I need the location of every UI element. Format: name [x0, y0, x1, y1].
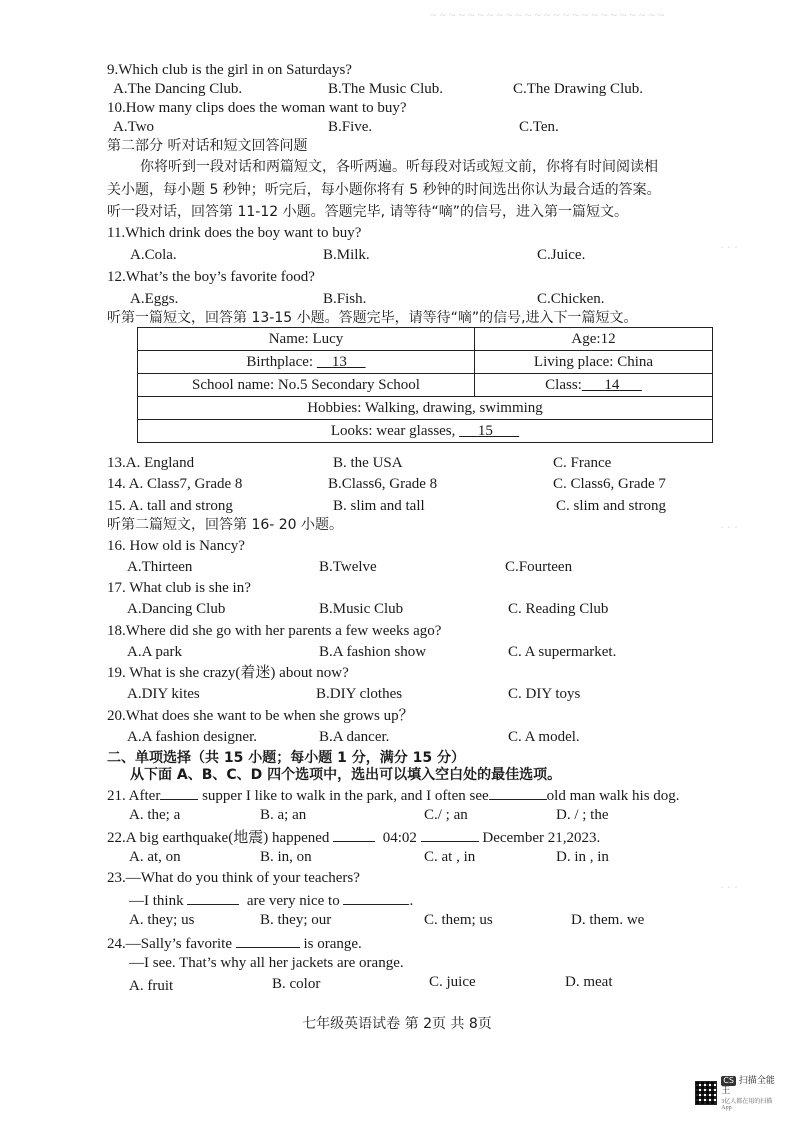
- option-21d: D. / ; the: [556, 807, 609, 823]
- option-13a: 13.A. England: [107, 455, 195, 471]
- option-21c: C./ ; an: [424, 807, 468, 823]
- part2-instruction-2: 关小题，每小题 5 秒钟；听完后，每小题你将有 5 秒钟的时间选出你认为最合适的答案。: [107, 182, 661, 198]
- option-16b: B.Twelve: [319, 559, 377, 575]
- question-24-reply: —I see. That’s why all her jackets are orange.: [129, 955, 404, 971]
- option-18a: A.A park: [127, 644, 182, 660]
- option-21a: A. the; a: [129, 807, 181, 823]
- option-11b: B.Milk.: [323, 247, 370, 263]
- question-23-reply: —I think are very nice to .: [129, 890, 413, 910]
- option-23d: D. them. we: [571, 912, 645, 928]
- option-20b: B.A dancer.: [319, 729, 390, 745]
- option-12a: A.Eggs.: [130, 291, 179, 307]
- option-10b: B.Five.: [328, 119, 373, 135]
- table-looks: [138, 420, 713, 443]
- part2-heading: 第二部分 听对话和短文回答问题: [107, 138, 308, 154]
- option-22d: D. in , in: [556, 849, 609, 865]
- question-22: 22.A big earthquake(地震) happened 04:02 December 21,2023.: [107, 827, 600, 847]
- option-12c: C.Chicken.: [537, 291, 605, 307]
- question-21: 21. After supper I like to walk in the park, and I often see old man walk his dog.: [107, 785, 680, 805]
- table-age: Age:12: [475, 328, 713, 351]
- option-10a: A.Two: [113, 119, 155, 135]
- class-label: Class:: [545, 376, 582, 393]
- option-10c: C.Ten.: [519, 119, 559, 135]
- section2-heading: 二、单项选择（共 15 小题；每小题 1 分，满分 15 分）: [107, 750, 465, 766]
- option-13c: C. France: [553, 455, 612, 471]
- looks-label: Looks: wear glasses,: [330, 422, 456, 439]
- option-20a: A.A fashion designer.: [127, 729, 257, 745]
- option-17c: C. Reading Club: [508, 601, 609, 617]
- option-11c: C.Juice.: [537, 247, 586, 263]
- option-15c: C. slim and strong: [556, 498, 667, 514]
- question-18: 18.Where did she go with her parents a few weeks ago?: [107, 623, 442, 639]
- scanner-logo: CS 扫描全能王 3亿人都在用的扫描App: [721, 1075, 775, 1111]
- option-9b: B.The Music Club.: [328, 81, 443, 97]
- option-16c: C.Fourteen: [505, 559, 573, 575]
- question-17: 17. What club is she in?: [107, 580, 251, 596]
- option-24a: A. fruit: [129, 978, 174, 994]
- option-23c: C. them; us: [424, 912, 493, 928]
- table-school: School name: No.5 Secondary School: [138, 374, 475, 397]
- qr-code-icon: [695, 1081, 717, 1105]
- table-class: [475, 374, 713, 397]
- option-14a: 14. A. Class7, Grade 8: [107, 476, 243, 492]
- page-footer: 七年级英语试卷 第 2页 共 8页: [302, 1016, 492, 1032]
- option-11a: A.Cola.: [130, 247, 177, 263]
- option-22a: A. at, on: [129, 849, 181, 865]
- question-16: 16. How old is Nancy?: [107, 538, 245, 554]
- question-23: 23.—What do you think of your teachers?: [107, 870, 360, 886]
- option-9a: A.The Dancing Club.: [113, 81, 243, 97]
- blank-15: 15: [477, 422, 493, 439]
- question-24: 24.—Sally’s favorite is orange.: [107, 933, 362, 953]
- table-living-place: Living place: China: [475, 351, 713, 374]
- passage1-instruction: 听第一篇短文，回答第 13-15 小题。答题完毕，请等待“嘀”的信号,进入下一篇短文。: [107, 310, 638, 326]
- birthplace-label: Birthplace:: [246, 353, 314, 370]
- question-12: 12.What’s the boy’s favorite food?: [107, 269, 315, 285]
- table-birthplace: [138, 351, 475, 374]
- option-13b: B. the USA: [333, 455, 403, 471]
- option-9c: C.The Drawing Club.: [513, 81, 643, 97]
- option-24d: D. meat: [565, 974, 613, 990]
- section2-instruction: 从下面 A、B、C、D 四个选项中，选出可以填入空白处的最佳选项。: [130, 767, 562, 783]
- blank-13: 13: [331, 353, 347, 370]
- question-19: 19. What is she crazy(着迷) about now?: [107, 665, 349, 681]
- option-19b: B.DIY clothes: [316, 686, 403, 702]
- option-16a: A.Thirteen: [127, 559, 193, 575]
- option-23a: A. they; us: [129, 912, 195, 928]
- question-9: 9.Which club is the girl in on Saturdays?: [107, 62, 352, 78]
- option-17a: A.Dancing Club: [127, 601, 226, 617]
- option-19c: C. DIY toys: [508, 686, 581, 702]
- question-10: 10.How many clips does the woman want to buy?: [107, 100, 407, 116]
- option-14c: C. Class6, Grade 7: [553, 476, 666, 492]
- table-name: Name: Lucy: [138, 328, 475, 351]
- option-14b: B.Class6, Grade 8: [328, 476, 438, 492]
- option-21b: B. a; an: [260, 807, 307, 823]
- option-24b: B. color: [272, 976, 321, 992]
- part2-instruction-1: 你将听到一段对话和两篇短文，各听两遍。听每段对话或短文前，你将有时间阅读相: [140, 159, 658, 175]
- question-11: 11.Which drink does the boy want to buy?: [107, 225, 362, 241]
- blank-14: 14: [604, 376, 620, 393]
- option-18c: C. A supermarket.: [508, 644, 617, 660]
- option-22c: C. at , in: [424, 849, 476, 865]
- scanner-watermark: [695, 1075, 779, 1111]
- passage2-instruction: 听第二篇短文，回答第 16- 20 小题。: [107, 517, 344, 533]
- option-15b: B. slim and tall: [333, 498, 425, 514]
- option-12b: B.Fish.: [323, 291, 367, 307]
- option-20c: C. A model.: [508, 729, 580, 745]
- table-hobbies: Hobbies: Walking, drawing, swimming: [138, 397, 713, 420]
- option-17b: B.Music Club: [319, 601, 404, 617]
- part2-instruction-3: 听一段对话，回答第 11-12 小题。答题完毕, 请等待“嘀”的信号，进入第一篇短文。: [107, 204, 628, 220]
- question-20: 20.What does she want to be when she grows up？: [107, 708, 414, 724]
- option-15a: 15. A. tall and strong: [107, 498, 233, 514]
- option-19a: A.DIY kites: [127, 686, 200, 702]
- info-table: [137, 327, 713, 443]
- option-18b: B.A fashion show: [319, 644, 427, 660]
- option-24c: C. juice: [429, 974, 476, 990]
- option-22b: B. in, on: [260, 849, 312, 865]
- option-23b: B. they; our: [260, 912, 332, 928]
- cs-logo-icon: CS: [723, 1075, 734, 1085]
